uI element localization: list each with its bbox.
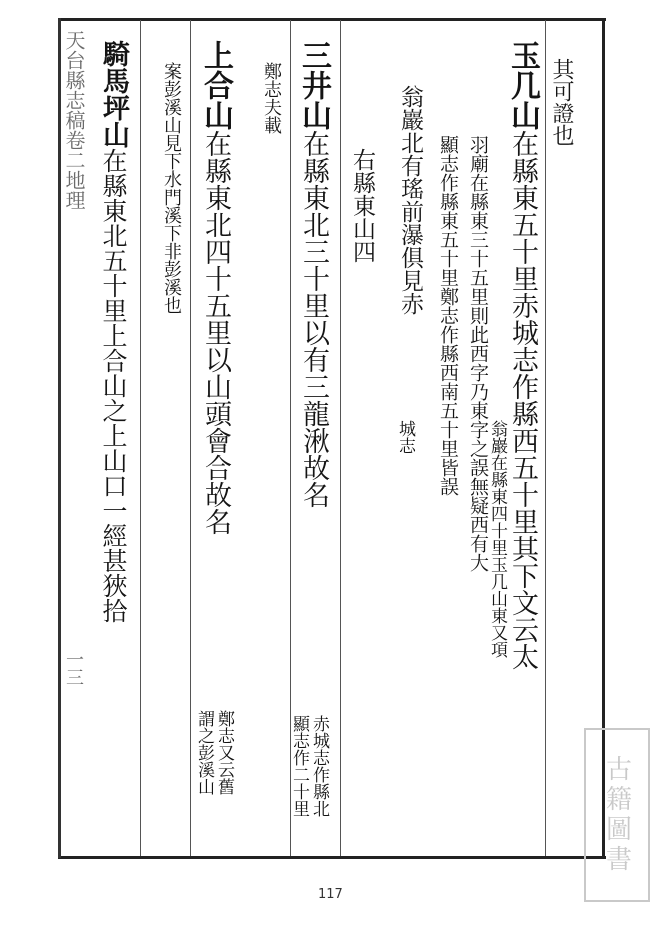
note-column: 鄭志又云舊 (214, 710, 234, 795)
text-column: 翁巖北有瑤前瀑俱見赤 (397, 85, 423, 315)
entry-heading: 三井山 (296, 40, 331, 130)
section-column: 右縣東山四 (349, 148, 375, 263)
entry-text: 在縣東北四十五里以山頭會合故名 (200, 130, 231, 535)
entry-heading: 騎馬坪山 (98, 40, 129, 148)
note-column: 顯志作二十里 (289, 715, 309, 817)
entry-text: 在縣東五十里赤城志作縣西五十里其下文云太 (507, 130, 538, 670)
entry-column (505, 40, 540, 670)
margin-leaf-number: 一三 (63, 650, 84, 686)
library-seal: 古籍圖書 (584, 728, 650, 902)
margin-title: 天台縣志稿卷二地理 (62, 30, 86, 210)
entry-heading: 玉几山 (505, 40, 540, 130)
note-column: 城志 (395, 420, 415, 454)
frame-bottom-border (58, 856, 606, 859)
note-column: 案彭溪山見下水門溪下非彭溪也 (161, 62, 182, 314)
entry-column (100, 40, 127, 623)
note-column: 顯志作縣東五十里鄭志作縣西南五十里皆誤 (437, 135, 459, 496)
note-column: 赤城志作縣北 (309, 715, 329, 817)
note-column: 鄭志夫載 (261, 62, 282, 134)
frame-left-border (58, 18, 61, 858)
page-number: 117 (318, 887, 343, 902)
entry-text: 在縣東北五十里上合山之上山口一經甚狹拾 (99, 148, 128, 623)
column-rule (190, 20, 191, 856)
column-rule (545, 20, 546, 856)
column-rule (140, 20, 141, 856)
entry-column (296, 40, 331, 508)
note-column: 羽廟在縣東三十五里則此西字乃東字之誤無疑西有大 (467, 135, 489, 572)
entry-column (198, 40, 233, 535)
column-rule (340, 20, 341, 856)
text-column: 其可證也 (549, 58, 574, 146)
entry-text: 在縣東北三十里以有三龍湫故名 (298, 130, 329, 508)
entry-heading: 上合山 (198, 40, 233, 130)
note-column: 翁巖在縣東四十里玉几山東又項 (487, 420, 507, 658)
note-column: 謂之彭溪山 (194, 710, 214, 795)
